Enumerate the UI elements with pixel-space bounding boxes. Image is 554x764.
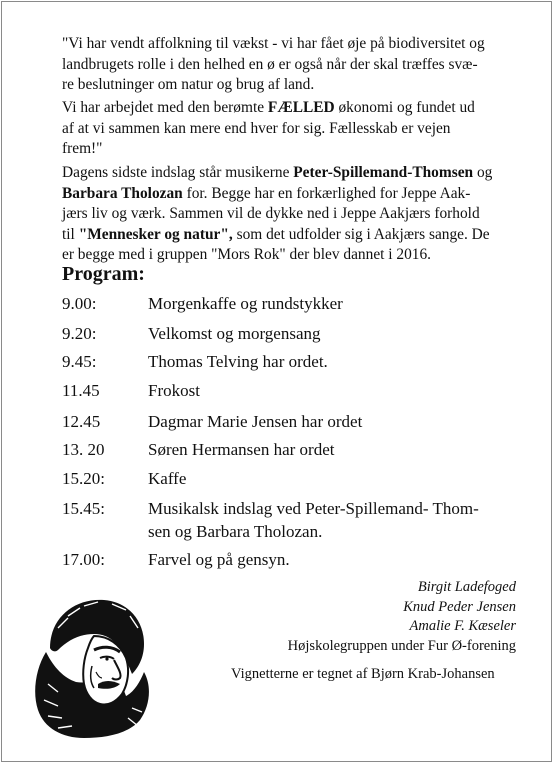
program-text: Velkomst og morgensang <box>148 324 321 343</box>
program-time: 9.00: <box>62 294 97 313</box>
intro-paragraph-3 <box>62 163 492 266</box>
program-time: 13. 20 <box>62 440 105 459</box>
text-run: til <box>62 225 79 243</box>
program-text: Dagmar Marie Jensen har ordet <box>148 412 363 431</box>
text-line <box>62 184 492 205</box>
text-line: frem!" <box>62 140 103 157</box>
bold-text: FÆLLED <box>267 99 335 116</box>
intro-paragraph-2 <box>62 98 475 160</box>
text-run: Vi har arbejdet med den berømte <box>62 99 268 116</box>
program-text: Frokost <box>148 381 200 400</box>
program-text: Farvel og på gensyn. <box>148 550 290 569</box>
text-line: "Vi har vendt affolkning til vækst - vi har fået øje på biodiversitet og <box>62 35 485 52</box>
text-run: for. Begge har en forkærlighed for Jeppe Aak- <box>182 184 471 202</box>
bearded-man-portrait-icon <box>28 588 156 740</box>
bold-text: "Mennesker og natur", <box>78 225 233 243</box>
program-text: Søren Hermansen har ordet <box>148 440 335 459</box>
bold-text: Barbara Tholozan <box>62 184 183 202</box>
program-text: Kaffe <box>148 469 187 488</box>
program-heading: Program: <box>62 263 145 285</box>
text-line: landbrugets rolle i den helhed en ø er også når der skal træffes svæ- <box>62 55 478 73</box>
program-time: 11.45 <box>62 381 100 400</box>
text-run: og <box>473 164 493 181</box>
program-time: 9.20: <box>62 324 97 343</box>
text-line <box>62 225 492 246</box>
program-time: 17.00: <box>62 550 105 569</box>
text-run: økonomi og fundet ud <box>334 99 475 116</box>
bold-text: Peter-Spillemand-Thomsen <box>293 164 474 181</box>
text-line: er begge med i gruppen "Mors Rok" der blev dannet i 2016. <box>62 246 432 263</box>
program-time: 15.45: <box>62 499 105 518</box>
text-run: Dagens sidste indslag står musikerne <box>62 164 294 181</box>
program-text: Thomas Telving har ordet. <box>148 352 328 371</box>
signer-name: Amalie F. Kæseler <box>409 618 516 634</box>
program-text-continued: sen og Barbara Tholozan. <box>148 522 323 541</box>
signature-block <box>288 578 516 656</box>
organization-name: Højskolegruppen under Fur Ø-forening <box>287 637 516 654</box>
signer-name: Knud Peder Jensen <box>403 598 516 615</box>
text-line <box>62 98 475 119</box>
text-line: re beslutninger om natur og brug af land. <box>62 76 315 93</box>
program-time: 15.20: <box>62 469 105 488</box>
program-text: Morgenkaffe og rundstykker <box>148 294 343 313</box>
intro-paragraph-1 <box>62 34 485 96</box>
signer-name: Birgit Ladefoged <box>417 579 516 595</box>
program-time: 9.45: <box>62 352 97 371</box>
text-run: som det udfolder sig i Aakjærs sange. De <box>232 225 490 243</box>
program-text: Musikalsk indslag ved Peter-Spillemand- Thom- <box>148 499 479 518</box>
text-line <box>62 163 492 184</box>
illustration-credit: Vignetterne er tegnet af Bjørn Krab-Johansen <box>231 666 495 682</box>
program-time: 12.45 <box>62 412 101 431</box>
text-line: af at vi sammen kan mere end hver for sig. Fællesskab er vejen <box>62 119 451 137</box>
text-line: jærs liv og værk. Sammen vil de dykke ned i Jeppe Aakjærs forhold <box>62 205 480 222</box>
